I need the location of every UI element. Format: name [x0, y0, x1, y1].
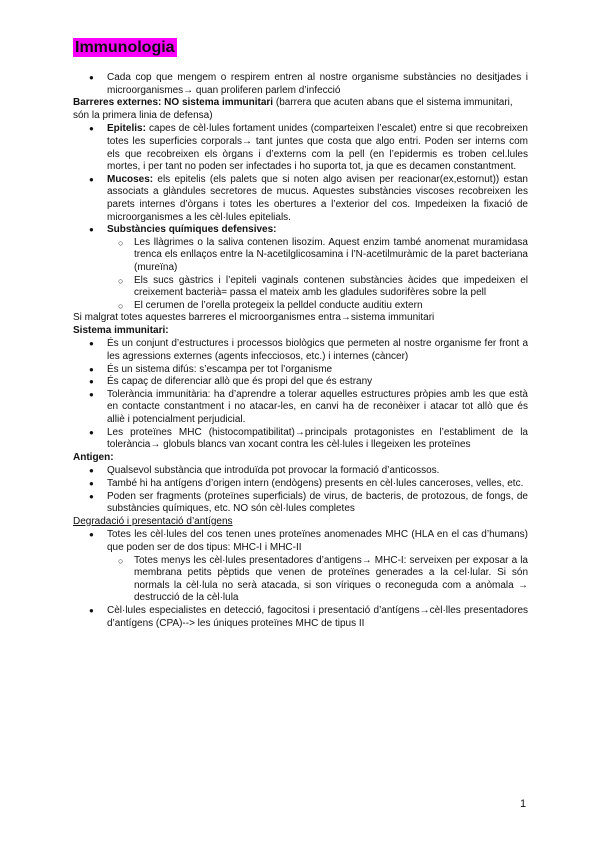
list-item: ● Les proteïnes MHC (histocompatibilitat)→principals protagonistes en l’establiment de la tolerància→ globuls blancs van xocant contra les cèl·lules i llegeixen les proteïnes	[73, 427, 528, 452]
page-title: Immunologia	[75, 39, 175, 56]
sublist	[107, 237, 528, 313]
document-body	[73, 71, 528, 630]
intro-list	[73, 72, 528, 97]
list-item	[73, 174, 528, 224]
degradacio-list	[73, 529, 528, 630]
section-heading: Degradació i presentació d’antígens	[73, 515, 233, 527]
list-item: ● Tolerància immunitària: ha d’aprendre a tolerar aquelles estructures pròpies amb les que està en contacte constantment i no atacar-les, en canvi ha de reconèixer i atacar tot allò que és alliè i potencialment perjudicial.	[73, 389, 528, 427]
section-heading: Sistema immunitari:	[73, 324, 169, 336]
list-item: ● També hi ha antígens d’origen intern (endògens) presents en cèl·lules canceroses, velles, etc.	[73, 478, 528, 491]
antigen-list	[73, 465, 528, 515]
item-label: Epitelis:	[107, 123, 146, 135]
list-item: ● És un sistema difús: s’escampa per tot l’organisme	[73, 364, 528, 377]
barreres-text: (barrera que acuten abans que el sistema immunitari, són la primera linia de defensa)	[73, 97, 513, 121]
sistema-list	[73, 338, 528, 451]
list-item: ● Cada cop que mengem o respirem entren al nostre organisme substàncies no desitjades i microorganismes→ quan proliferen parlem d’infecció	[73, 72, 528, 97]
list-item: ● Qualsevol substància que introduïda pot provocar la formació d’anticossos.	[73, 465, 528, 478]
item-text: Totes les cèl·lules del cos tenen unes proteïnes anomenades MHC (HLA en el cas d’humans) que poden ser de dos tipus: MHC-I i MHC-II	[107, 529, 528, 553]
list-item	[73, 529, 528, 605]
item-text: capes de cèl·lules fortament unides (comparteixen l’escalet) entre si que recobreixen totes les superficies corporals→ tant juntes que costa que algo entri. Poden ser interns com els que recobreixen els òrgans i d’externs com la pell (en l’epidermis es troben cel.lules mortes, i per tant no poden ser infectades i ho suporta tot, ja que es decamen constantment.	[107, 123, 528, 173]
sublist-item: ○ Les llàgrimes o la saliva contenen lisozim. Aquest enzim també anomenat muramidasa trenca els enllaços entre la N-acetilglicosamina i l’N-acetilmuràmic de la paret bacteriana (mureïna)	[107, 237, 528, 275]
item-text: els epitelis (els palets que si noten algo avisen per reacionar(ex,estornut)) estan associats a glàndules secretores de mucus. Aquestes substàncies viscoses recobreixen les parets internes d’òrgans i totes les obertures a l’exterior del cos. Impedeixen la fixació de microorganismes a les cèl·lules epitelials.	[107, 173, 528, 223]
sublist-item: ○ Els sucs gàstrics i l’epiteli vaginals contenen substàncies àcides que impedeixen el creixement bacterià= passa el mateix amb les gladules sudorifères sobre la pell	[107, 275, 528, 300]
barreres-list	[73, 123, 528, 312]
sublist-item: ○ El cerumen de l’orella protegeix la pelldel conducte auditiu extern	[107, 300, 528, 313]
section-heading: Antigen:	[73, 451, 114, 463]
sublist-item: ○ Totes menys les cèl·lules presentadores d’antigens→ MHC-I: serveixen per exposar a la membrana petits pèptids que venen de proteïnes generades a la cel·lular. Si són normals la cèl·lula no serà atacada, si son víriques o reconeguda com a anòmala → destrucció de la cèl·lula	[107, 555, 528, 605]
page-number: 1	[520, 798, 527, 810]
list-item: ● És capaç de diferenciar allò que és propi del que és estrany	[73, 376, 528, 389]
sublist	[107, 555, 528, 605]
list-item: ● Cèl·lules especialistes en detecció, fagocitosi i presentació d’antígens→cèl·lles presentadores d’antígens (CPA)--> les úniques proteïnes MHC de tipus II	[73, 605, 528, 630]
item-label: Mucoses:	[107, 173, 154, 185]
item-label: Substàncies químiques defensives:	[107, 224, 277, 236]
barreres-paragraph	[73, 97, 528, 122]
transition-text: Si malgrat totes aquestes barreres el microorganismes entra→sistema immunitari	[73, 312, 435, 324]
list-item: ● Poden ser fragments (proteïnes superficials) de virus, de bacteris, de protozous, de fongs, de substàncies químiques, etc. NO són cèl·lules completes	[73, 491, 528, 516]
list-item: ● És un conjunt d’estructures i processos biològics que permeten al nostre organisme fer front a les agressions externes (agents infecciosos, etc.) i internes (càncer)	[73, 338, 528, 363]
section-heading: Barreres externes: NO sistema immunitari	[73, 97, 274, 109]
list-item	[73, 224, 528, 312]
list-item	[73, 123, 528, 173]
